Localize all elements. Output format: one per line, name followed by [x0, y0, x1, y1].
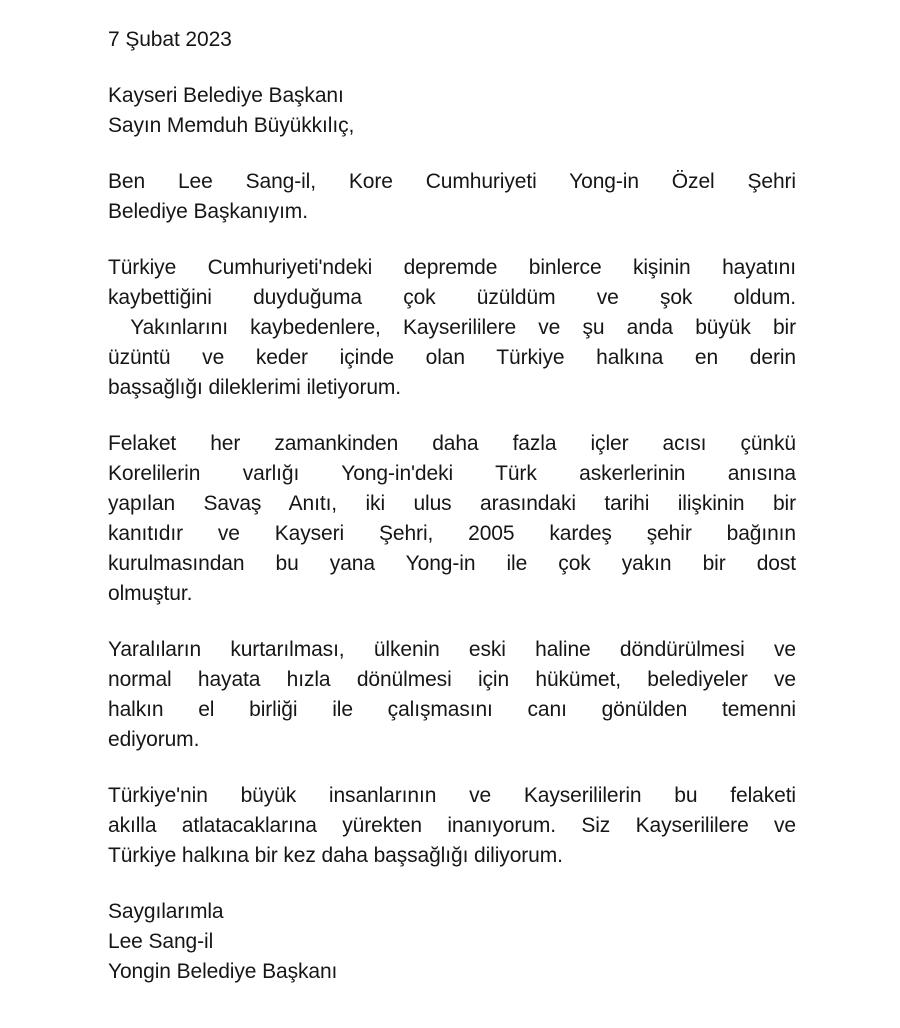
letter-line: Türkiye Cumhuriyeti'ndeki depremde binlerce kişinin hayatını — [108, 256, 796, 279]
letter-line: kanıtıdır ve Kayseri Şehri, 2005 kardeş şehir bağının — [108, 522, 796, 545]
paragraph-sister-city — [108, 429, 796, 609]
letter-line: olmuştur. — [108, 582, 193, 605]
sender-title: Yongin Belediye Başkanı — [108, 960, 338, 983]
letter-line: kaybettiğini duyduğuma çok üzüldüm ve şok oldum. — [108, 286, 796, 309]
letter-line: normal hayata hızla dönülmesi için hükümet, belediyeler ve — [108, 668, 796, 691]
letter-line: halkın el birliği ile çalışmasını canı gönülden temenni — [108, 698, 796, 721]
letter-line: başsağlığı dileklerimi iletiyorum. — [108, 376, 402, 399]
recipient-block — [108, 81, 796, 141]
paragraph-recovery-wish — [108, 635, 796, 755]
paragraph-introduction — [108, 167, 796, 227]
paragraph-condolences — [108, 253, 796, 403]
letter-line: Türkiye halkına bir kez daha başsağlığı diliyorum. — [108, 844, 563, 867]
recipient-title: Kayseri Belediye Başkanı — [108, 84, 344, 107]
letter-line: Türkiye'nin büyük insanlarının ve Kayserililerin bu felaketi — [108, 784, 796, 807]
letter-line: üzüntü ve keder içinde olan Türkiye halkına en derin — [108, 346, 796, 369]
sender-name: Lee Sang-il — [108, 930, 214, 953]
date-block — [108, 25, 796, 55]
paragraph-final-condolence — [108, 781, 796, 871]
closing-salutation: Saygılarımla — [108, 900, 224, 923]
recipient-name: Sayın Memduh Büyükkılıç, — [108, 114, 355, 137]
letter-line: akılla atlatacaklarına yürekten inanıyorum. Siz Kayserililere ve — [108, 814, 796, 837]
letter-line: Yakınlarını kaybedenlere, Kayserililere ve şu anda büyük bir — [108, 316, 796, 339]
letter-line: ediyorum. — [108, 728, 200, 751]
letter-date: 7 Şubat 2023 — [108, 28, 232, 51]
signature-block — [108, 897, 796, 987]
letter-line: Yaralıların kurtarılması, ülkenin eski haline döndürülmesi ve — [108, 638, 796, 661]
letter-line: Belediye Başkanıyım. — [108, 200, 308, 223]
letter-line: Korelilerin varlığı Yong-in'deki Türk askerlerinin anısına — [108, 462, 796, 485]
letter-line: kurulmasından bu yana Yong-in ile çok yakın bir dost — [108, 552, 796, 575]
letter-line: Ben Lee Sang-il, Kore Cumhuriyeti Yong-in Özel Şehri — [108, 170, 796, 193]
letter-line: yapılan Savaş Anıtı, iki ulus arasındaki tarihi ilişkinin bir — [108, 492, 796, 515]
letter-line: Felaket her zamankinden daha fazla içler acısı çünkü — [108, 432, 796, 455]
